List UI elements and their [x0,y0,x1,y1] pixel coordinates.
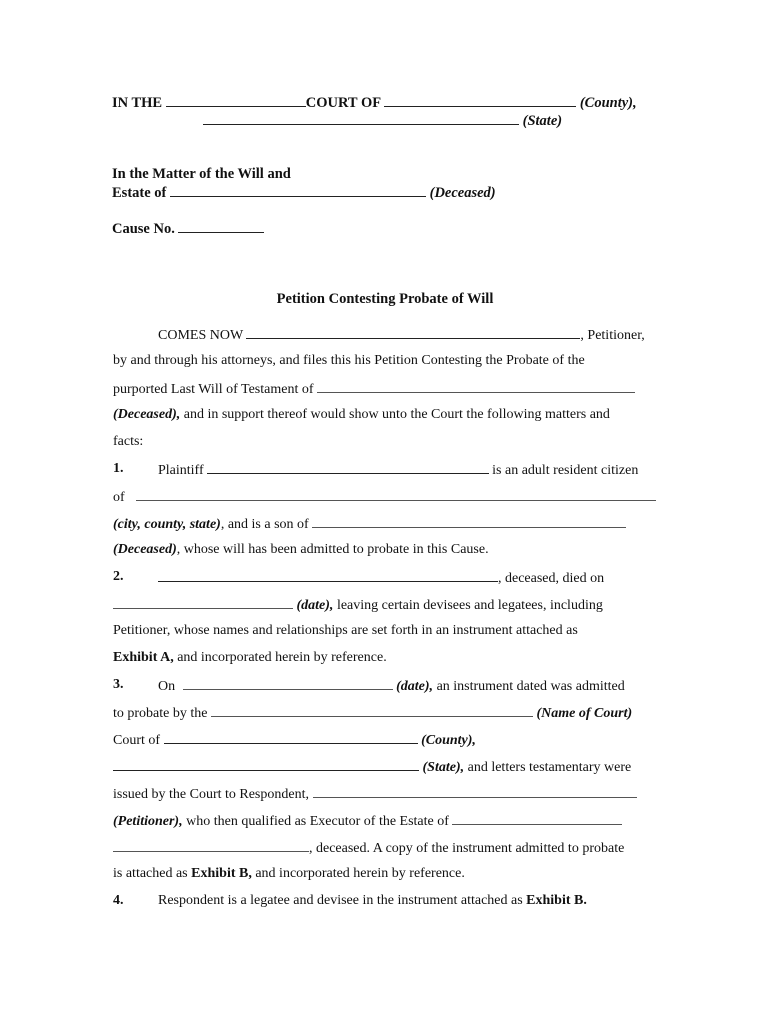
para4-line-1 [158,893,587,909]
qualified-text: who then qualified as Executor of the Estate of [186,814,449,829]
letters-text: and letters testamentary were [467,760,632,775]
county-blank-2 [164,731,418,744]
para2-line-1 [158,569,604,587]
caption-line-1 [112,94,637,112]
para3-date-label: (date), [396,679,434,694]
in-the-label: IN THE [112,95,163,111]
residence-blank [136,488,656,501]
state-blank-2 [113,758,419,771]
para1-number: 1. [113,461,124,476]
of-label: of [113,490,125,505]
cause-line [112,220,264,238]
leaving-text: leaving certain devisees and legatees, including [336,598,603,613]
death-date-blank [113,596,293,609]
para2-line-4 [113,650,387,666]
cause-no-blank [178,220,264,233]
para3-number: 3. [113,677,124,692]
cause-no-label: Cause No. [112,221,175,237]
intro-line-2: by and through his attorneys, and files this his Petition Contesting the Probate of the [113,353,585,368]
instrument-text: an instrument dated was admitted [436,679,625,694]
para1-line-4 [113,542,489,558]
exhibit-a-label: Exhibit A, [113,650,174,665]
probate-by-label: to probate by the [113,706,208,721]
court-name-blank [166,94,306,107]
court-of-label: COURT OF [305,95,381,111]
county-label-2: (County), [421,733,476,748]
admission-date-blank [183,677,393,690]
matter-line-2 [112,184,496,202]
para3-line-4 [113,758,631,776]
para2-line-2 [113,596,603,614]
court-blank [211,704,533,717]
deceased-blank [113,839,309,852]
son-of-label: , and is a son of [220,517,309,532]
plaintiff-name-blank [207,461,489,474]
para3-line-1 [158,677,625,695]
copy-text: , deceased. A copy of the instrument admitted to probate [309,841,625,856]
parent-name-blank [312,515,626,528]
para2-number: 2. [113,569,124,584]
name-of-court-label: (Name of Court) [536,706,633,721]
died-on-label: , deceased, died on [498,571,605,586]
document-title: Petition Contesting Probate of Will [276,291,494,307]
attached-text: is attached as [113,866,188,881]
para3-line-7 [113,839,624,857]
intro-line-4 [113,407,610,423]
exhibit-b-label: Exhibit B, [191,866,252,881]
county-blank [384,94,576,107]
state-blank [203,112,519,125]
decedent-name-blank [170,184,426,197]
resident-label: is an adult resident citizen [492,463,639,478]
para2-line-3: Petitioner, whose names and relationships are set forth in an instrument attached as [113,623,578,638]
court-of-label-2: Court of [113,733,161,748]
county-label: (County), [579,95,637,111]
para1-line-2 [113,488,656,506]
on-label: On [158,679,176,694]
para3-line-5 [113,785,637,803]
para4-text: Respondent is a legatee and devisee in the instrument attached as [158,893,523,908]
petitioner-label: , Petitioner, [580,328,645,343]
state-label: (State) [522,113,563,129]
para3-line-3 [113,731,476,749]
para1-line-3 [113,515,626,533]
facts-label: facts: [113,434,144,449]
para2-incorporated-text: and incorporated herein by reference. [177,650,387,665]
matter-line-1: In the Matter of the Will and [112,166,291,182]
intro-deceased-label: (Deceased), [113,407,181,422]
issued-text: issued by the Court to Respondent, [113,787,309,802]
exhibit-b-label-2: Exhibit B. [526,893,587,908]
city-county-state-label: (city, county, state) [113,517,221,532]
last-will-label: purported Last Will of Testament of [113,382,314,397]
para3-line-6 [113,812,622,830]
para3-incorporated-text: and incorporated herein by reference. [255,866,465,881]
para2-date-label: (date), [296,598,334,613]
para3-line-2 [113,704,632,722]
admitted-text: , whose will has been admitted to probate in this Cause. [176,542,489,557]
deceased-label: (Deceased) [429,185,496,201]
petitioner-paren-label: (Petitioner), [113,814,183,829]
intro-line-4-text: and in support thereof would show unto the Court the following matters and [183,407,610,422]
estate-blank [452,812,622,825]
para4-number: 4. [113,893,124,908]
para1-deceased-label: (Deceased) [113,542,177,557]
plaintiff-label: Plaintiff [158,463,204,478]
caption-line-2 [203,112,562,130]
estate-of-label: Estate of [112,185,167,201]
decedent-blank [158,569,498,582]
respondent-blank [313,785,637,798]
comes-now-label: COMES NOW [158,328,243,343]
state-label-2: (State), [422,760,465,775]
para1-line-1 [113,461,124,477]
intro-line-1 [158,326,645,344]
para3-line-8 [113,866,465,882]
petitioner-name-blank [246,326,580,339]
intro-line-3 [113,380,635,398]
testator-name-blank [317,380,635,393]
para1-line-1-text [158,461,638,479]
